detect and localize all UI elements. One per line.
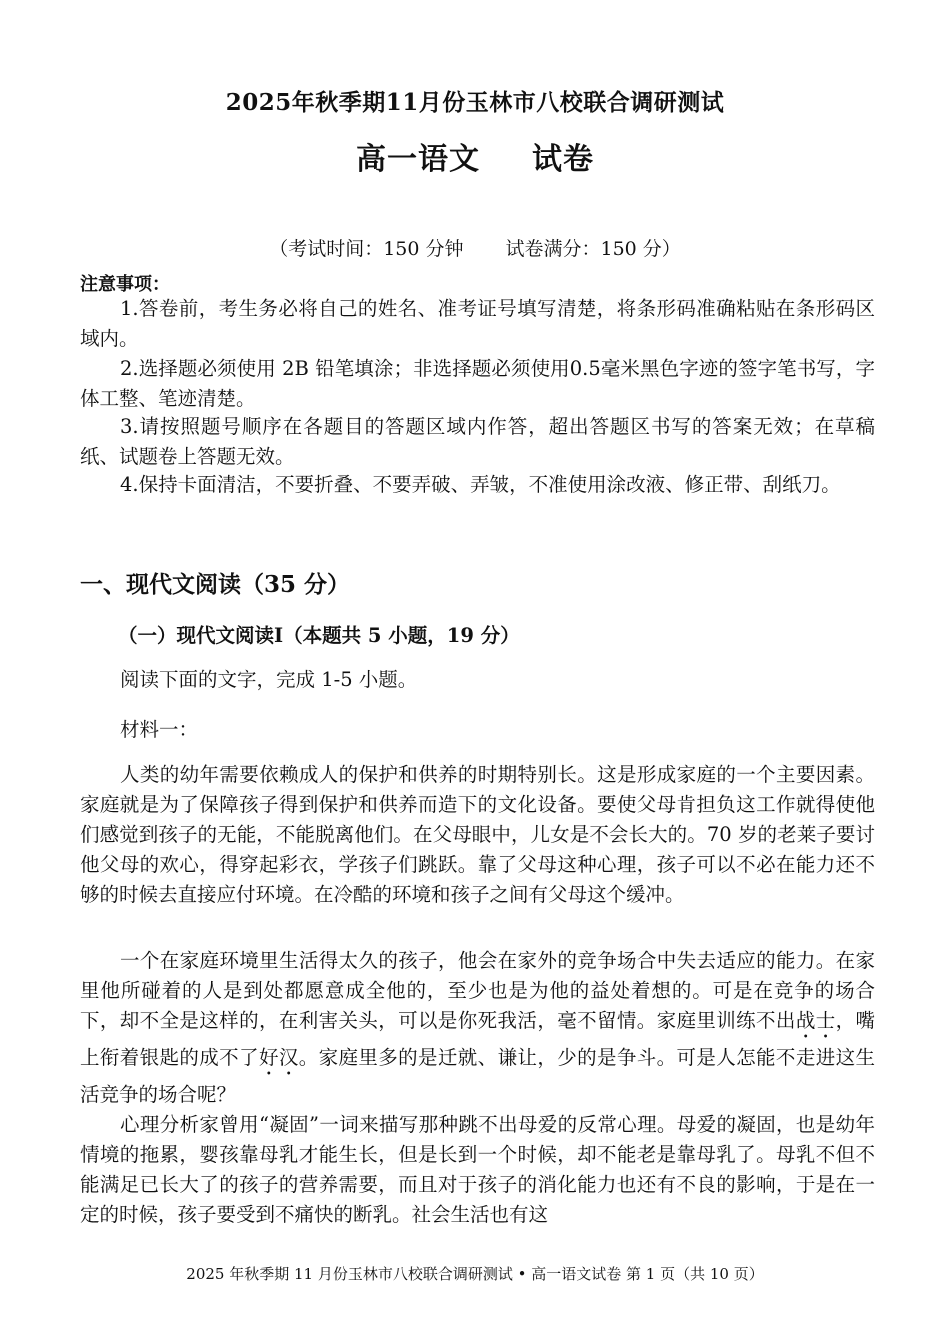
subject-title [0,134,950,178]
passage-text: ，嘴上衔着银匙的成不了 [80,1009,875,1069]
passage-text: 一个在家庭环境里生活得太久的孩子，他会在家外的竞争场合中失去适应的能力。在家里他所碰着的人是到处都愿意成全他的，至少也是为他的益处着想的。可是在竞争的场合下，却不全是这样的，在利害关头，可以是你死我活，毫不留情。家庭里训练不出 [80,949,875,1032]
passage-text: 。家庭里多的是迁就、谦让，少的是争斗。可是人怎能不走进这生活竞争的场合呢？ [80,1046,875,1106]
page-footer: 2025 年秋季期 11 月份玉林市八校联合调研测试 • 高一语文试卷 第 1 页（共 10 页） [186,1265,764,1283]
passage-paragraph-3: 心理分析家曾用“凝固”一词来描写那种跳不出母爱的反常心理。母爱的凝固，也是幼年情境的拖累，婴孩靠母乳才能生长，但是长到一个时候，却不能老是靠母乳了。母乳不但不能满足已长大了的孩子的营养需要，而且对于孩子的消化能力也还有不良的影响，于是在一定的时候，孩子要受到不痛快的断乳。社会生活也有这 [80,1113,875,1226]
emphasized-term-warrior: 战士 [795,1009,836,1032]
exam-time: （考试时间：150 分钟 [269,238,464,260]
passage-paragraph-2 [80,946,875,1110]
exam-meta [0,234,950,261]
subsection-heading: （一）现代文阅读Ⅰ（本题共 5 小题，19 分） [118,624,520,647]
exam-title: 2025年秋季期11月份玉林市八校联合调研测试 [225,89,725,116]
passage-paragraph-1: 人类的幼年需要依赖成人的保护和供养的时期特别长。这是形成家庭的一个主要因素。家庭就是为了保障孩子得到保护和供养而造下的文化设备。要使父母肯担负这工作就得使他们感觉到孩子的无能，不能脱离他们。在父母眼中，儿女是不会长大的。70 岁的老莱子要讨他父母的欢心，得穿起彩衣，学孩子们跳跃。靠了父母这种心理，孩子可以不必在能力还不够的时候去直接应付环境。在冷酷的环境和孩子之间有父母这个缓冲。 [80,763,875,906]
subject-name: 高一语文 [356,142,480,177]
material-label: 材料一： [120,718,199,741]
notice-item: 1.答卷前，考生务必将自己的姓名、准考证号填写清楚，将条形码准确粘贴在条形码区域内。 [80,297,875,350]
emphasized-term-hero: 好汉 [258,1046,299,1069]
paper-label: 试卷 [532,142,594,177]
section-heading: 一、现代文阅读（35 分） [80,571,351,598]
notice-item: 2.选择题必须使用 2B 铅笔填涂；非选择题必须使用0.5毫米黑色字迹的签字笔书写，字体工整、笔迹清楚。 [80,357,875,410]
notice-item: 4.保持卡面清洁，不要折叠、不要弄破、弄皱，不准使用涂改液、修正带、刮纸刀。 [120,473,841,496]
notice-item: 3.请按照题号顺序在各题目的答题区域内作答，超出答题区书写的答案无效；在草稿纸、试题卷上答题无效。 [80,415,875,468]
reading-instruction: 阅读下面的文字，完成 1-5 小题。 [120,668,418,691]
exam-score: 试卷满分：150 分） [505,238,681,260]
notice-heading: 注意事项： [80,274,170,295]
